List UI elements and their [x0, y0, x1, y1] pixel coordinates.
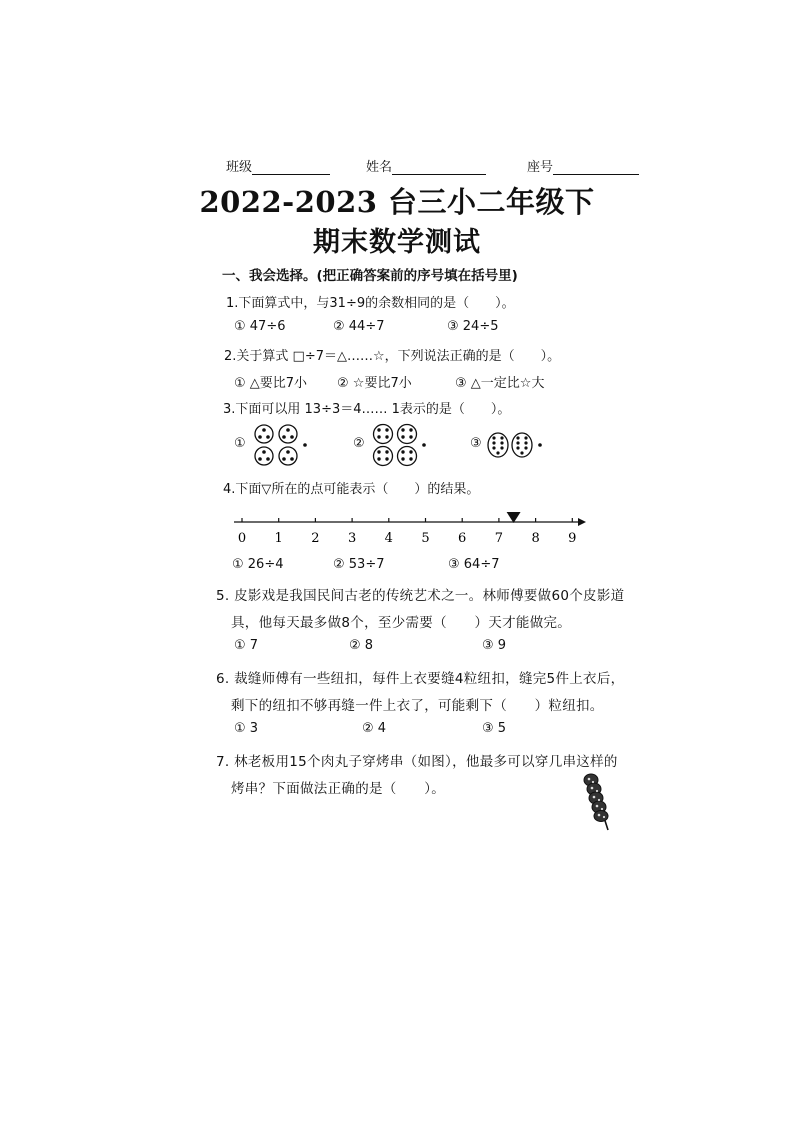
- question-4: 4.下面▽所在的点可能表示（ ）的结果。: [223, 482, 480, 497]
- q6-option-3[interactable]: ③ 5: [482, 721, 507, 736]
- exam-title-line1: 2022-2023 台三小二年级下: [199, 185, 595, 219]
- q5-option-1[interactable]: ① 7: [234, 638, 259, 653]
- section-heading: 一、我会选择。(把正确答案前的序号填在括号里): [222, 268, 518, 284]
- q2-option-3[interactable]: ③ △一定比☆大: [455, 376, 545, 391]
- question-5-line1: 5. 皮影戏是我国民间古老的传统艺术之一。林师傅要做60个皮影道: [216, 588, 625, 604]
- name-blank[interactable]: [392, 160, 486, 175]
- number-line-tick-label: 8: [531, 531, 540, 546]
- seat-label: 座号: [527, 160, 554, 175]
- number-line-marker: [507, 512, 521, 523]
- class-blank[interactable]: [252, 160, 330, 175]
- exam-title-line2: 期末数学测试: [313, 227, 481, 258]
- q3-option-2-groups[interactable]: [369, 422, 429, 468]
- question-2: 2.关于算式 □÷7＝△……☆，下列说法正确的是（ ）。: [224, 349, 561, 364]
- q5-option-2[interactable]: ② 8: [349, 638, 374, 653]
- q5-option-3[interactable]: ③ 9: [482, 638, 507, 653]
- q1-option-2[interactable]: ② 44÷7: [333, 319, 385, 334]
- number-line-tick-label: 1: [274, 531, 283, 546]
- q4-option-2[interactable]: ② 53÷7: [333, 557, 385, 572]
- number-line-tick-label: 3: [347, 531, 357, 546]
- question-5-line2: 具，他每天最多做8个，至少需要（ ）天才能做完。: [231, 615, 572, 631]
- q1-option-3[interactable]: ③ 24÷5: [447, 319, 499, 334]
- q1-option-1[interactable]: ① 47÷6: [234, 319, 286, 334]
- class-field: [226, 156, 330, 175]
- seat-blank[interactable]: [553, 160, 639, 175]
- number-line-tick-label: 5: [421, 531, 430, 546]
- name-label: 姓名: [366, 160, 393, 175]
- number-line-arrow: [578, 518, 586, 526]
- name-field: [366, 156, 486, 175]
- number-line: [228, 508, 590, 546]
- number-line-tick-label: 6: [458, 531, 467, 546]
- q2-option-1[interactable]: ① △要比7小: [234, 376, 308, 391]
- q6-option-2[interactable]: ② 4: [362, 721, 387, 736]
- q2-option-2[interactable]: ② ☆要比7小: [337, 376, 412, 391]
- q6-option-1[interactable]: ① 3: [234, 721, 259, 736]
- q4-option-1[interactable]: ① 26÷4: [232, 557, 284, 572]
- question-6-line1: 6. 裁缝师傅有一些纽扣，每件上衣要缝4粒纽扣，缝完5件上衣后，: [216, 671, 625, 687]
- number-line-tick-label: 0: [237, 531, 247, 546]
- question-3: 3.下面可以用 13÷3＝4…… 1表示的是（ ）。: [223, 402, 511, 417]
- q3-option-1-label[interactable]: ①: [234, 436, 246, 451]
- number-line-tick-label: 9: [568, 531, 577, 546]
- class-label: 班级: [226, 160, 253, 175]
- meatball-skewer-image: [578, 770, 614, 834]
- q3-option-3-label[interactable]: ③: [470, 436, 482, 451]
- seat-field: [527, 156, 639, 175]
- question-7-line2: 烤串？下面做法正确的是（ ）。: [231, 781, 446, 797]
- number-line-tick-label: 4: [384, 531, 393, 546]
- number-line-tick-label: 2: [311, 531, 320, 546]
- question-1: 1.下面算式中，与31÷9的余数相同的是（ ）。: [226, 296, 515, 311]
- q4-option-3[interactable]: ③ 64÷7: [448, 557, 500, 572]
- question-6-line2: 剩下的纽扣不够再缝一件上衣了，可能剩下（ ）粒纽扣。: [231, 698, 604, 714]
- question-7-line1: 7. 林老板用15个肉丸子穿烤串（如图），他最多可以穿几串这样的: [216, 754, 618, 770]
- q3-option-1-groups[interactable]: [250, 422, 310, 468]
- q3-option-2-label[interactable]: ②: [353, 436, 365, 451]
- number-line-tick-label: 7: [494, 531, 504, 546]
- q3-option-3-groups[interactable]: [484, 430, 546, 462]
